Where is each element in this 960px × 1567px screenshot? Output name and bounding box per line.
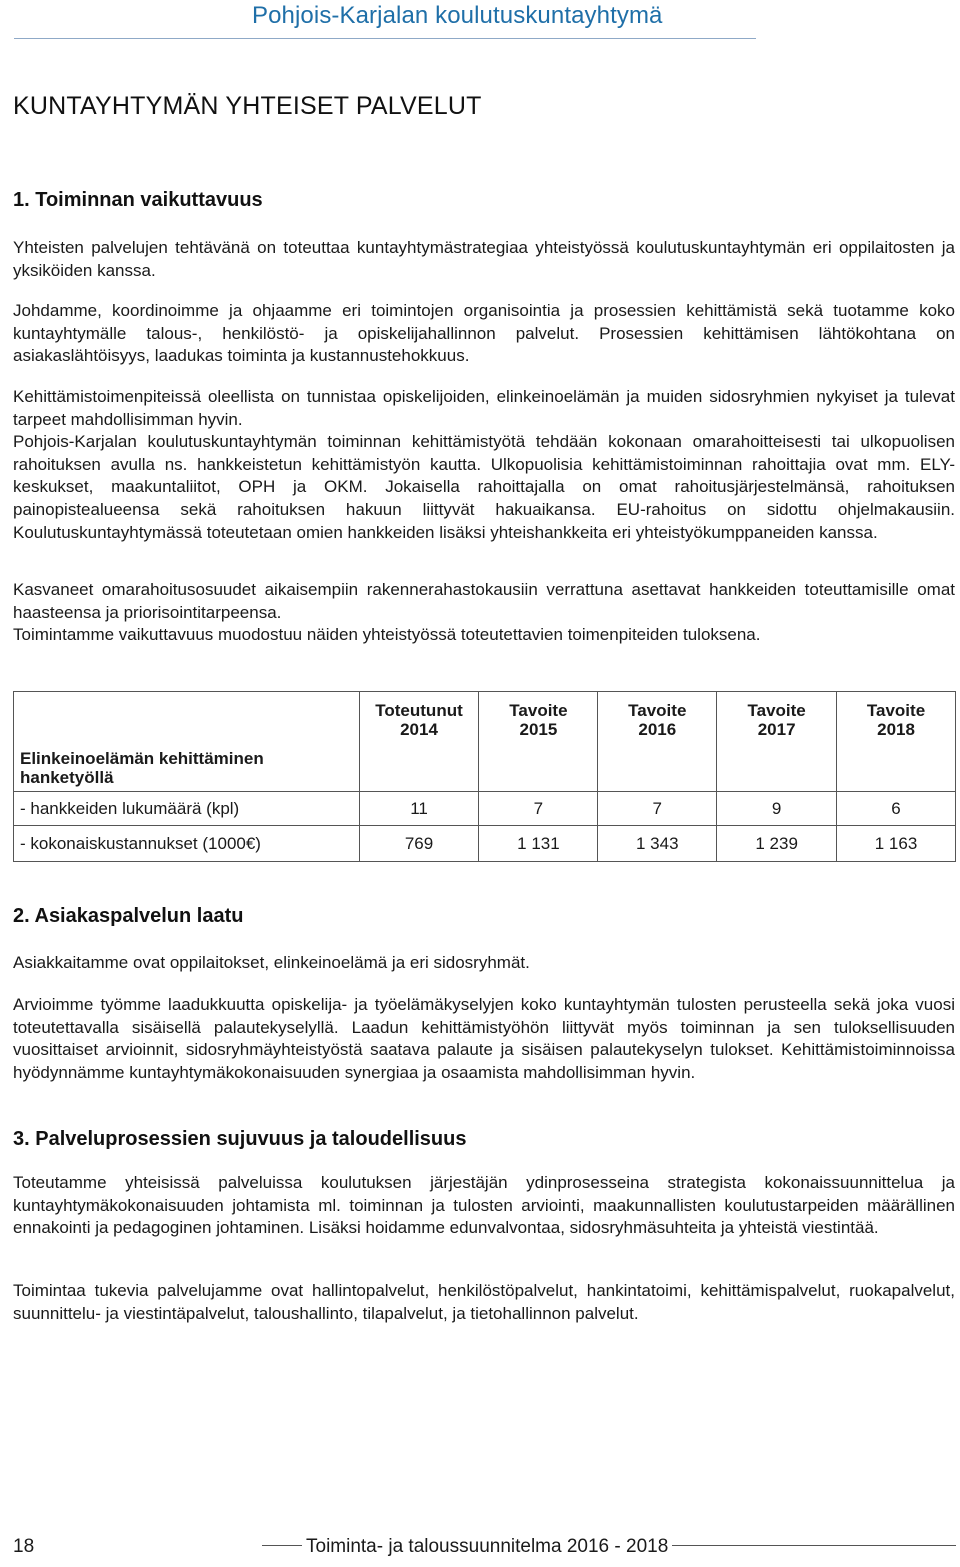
table-cell: 1 239 — [717, 826, 837, 862]
table-col-2017: Tavoite 2017 — [717, 692, 837, 792]
section-1-heading: 1. Toiminnan vaikuttavuus — [13, 189, 263, 211]
table-col-2018: Tavoite 2018 — [837, 692, 956, 792]
section-1-paragraph-4a: Kasvaneet omarahoitusosuudet aikaisempiin rakennerahastokausiin verrattuna asettavat hankkeiden toteuttamisille omat haasteensa ja priorisointitarpeensa. — [13, 580, 955, 622]
table-cell: 1 163 — [837, 826, 956, 862]
table-cell: 1 131 — [479, 826, 598, 862]
table-cell: 6 — [837, 792, 956, 826]
table-col-2016: Tavoite 2016 — [598, 692, 717, 792]
table-cell: 1 343 — [598, 826, 717, 862]
table-col-2015: Tavoite 2015 — [479, 692, 598, 792]
table-row — [14, 792, 956, 826]
table-row — [14, 826, 956, 862]
table-cell: 7 — [479, 792, 598, 826]
section-2-paragraph-2: Arvioimme työmme laadukkuutta opiskelija- ja työelämäkyselyjen koko kuntayhtymän tulosten perusteella sekä joka vuosi toteutettavalla sisäisellä palautekyselyllä. Laadun kehittämistyöhön liittyvät myös toiminnan ja sen tuloksellisuuden vuosittaiset arvioinnit, sidosryhmäyhteistyöstä saatava palaute ja sisäisen palautekyselyn tulokset. Kehittämistoiminnoissa hyödynnämme kuntayhtymäkokonaisuuden synergiaa ja osaamista mahdollisimman hyvin. — [13, 995, 955, 1082]
header-org: Pohjois-Karjalan koulutuskuntayhtymä — [252, 2, 663, 29]
table-cell: 11 — [359, 792, 479, 826]
footer-doc-title: Toiminta- ja taloussuunnitelma 2016 - 2018 — [302, 1536, 672, 1558]
table-col-2014: Toteutunut 2014 — [359, 692, 479, 792]
section-2-heading: 2. Asiakaspalvelun laatu — [13, 905, 244, 927]
table-row-label: - kokonaiskustannukset (1000€) — [14, 826, 360, 862]
table-cell: 769 — [359, 826, 479, 862]
table-cell: 7 — [598, 792, 717, 826]
section-1-paragraph-3b: Pohjois-Karjalan koulutuskuntayhtymän toiminnan kehittämistyötä tehdään kokonaan omarahoitteisesti tai ulkopuolisen rahoituksen avulla ns. hankkeistetun kehittämistyön kautta. Ulkopuolisia kehittämistoiminnan rahoittajia ovat mm. ELY-keskukset, maakuntaliitot, OPH ja OKM. Jokaisella rahoittajalla on omat rahoitusjärjestelmänsä, rahoituksen painopistealueensa sekä rahoituksen hakuun liittyvät hakuaikansa. EU-rahoitus on sidottu ohjelmakausiin. Koulutuskuntayhtymässä toteutetaan omien hankkeiden lisäksi yhteishankkeita eri yhteistyökumppaneiden kanssa. — [13, 432, 955, 542]
table-row-label: - hankkeiden lukumäärä (kpl) — [14, 792, 360, 826]
page-title: KUNTAYHTYMÄN YHTEISET PALVELUT — [13, 92, 482, 120]
page-number: 18 — [13, 1536, 35, 1557]
section-1-paragraph-1: Yhteisten palvelujen tehtävänä on toteuttaa kuntayhtymästrategiaa yhteistyössä koulutuskuntayhtymän eri oppilaitosten ja yksiköiden kanssa. — [13, 238, 955, 280]
section-1-paragraph-3 — [13, 386, 955, 544]
section-1-paragraph-4b: Toimintamme vaikuttavuus muodostuu näiden yhteistyössä toteutettavien toimenpiteiden tuloksena. — [13, 625, 761, 645]
section-1-paragraph-4 — [13, 579, 955, 647]
section-3-paragraph-2: Toimintaa tukevia palvelujamme ovat hallintopalvelut, henkilöstöpalvelut, hankintatoimi, kehittämispalvelut, ruokapalvelut, suunnittelu- ja viestintäpalvelut, taloushallinto, tilapalvelut, ja tietohallinnon palvelut. — [13, 1281, 955, 1323]
section-3-paragraph-1: Toteutamme yhteisissä palveluissa koulutuksen järjestäjän ydinprosesseina strategista kokonaissuunnittelua ja kuntayhtymäkokonaisuuden johtamista ml. toiminnan ja tulosten arviointi, maakunnallisten koulutustarpeiden määrällinen ennakointi ja pedagoginen johtaminen. Lisäksi hoidamme edunvalvontaa, sidosryhmäsuhteita ja yhteistä viestintää. — [13, 1173, 955, 1238]
section-3-heading: 3. Palveluprosessien sujuvuus ja taloudellisuus — [13, 1128, 467, 1150]
table-cell: 9 — [717, 792, 837, 826]
project-table — [13, 691, 956, 862]
section-1-paragraph-2: Johdamme, koordinoimme ja ohjaamme eri toimintojen organisointia ja prosessien kehittämistä sekä tuotamme koko kuntayhtymälle talous-, henkilöstö- ja opiskelijahallinnon palvelut. Prosessien kehittämisen lähtökohtana on asiakaslähtöisyys, laadukas toiminta ja kustannustehokkuus. — [13, 301, 955, 366]
table-header-row — [14, 692, 956, 792]
header-rule — [14, 38, 756, 39]
section-2-paragraph-1: Asiakkaitamme ovat oppilaitokset, elinkeinoelämä ja eri sidosryhmät. — [13, 953, 530, 972]
table-row-header: Elinkeinoelämän kehittäminen hanketyöllä — [14, 692, 360, 792]
section-1-paragraph-3a: Kehittämistoimenpiteissä oleellista on tunnistaa opiskelijoiden, elinkeinoelämän ja muiden sidosryhmien nykyiset ja tulevat tarpeet mahdollisimman hyvin. — [13, 387, 955, 429]
